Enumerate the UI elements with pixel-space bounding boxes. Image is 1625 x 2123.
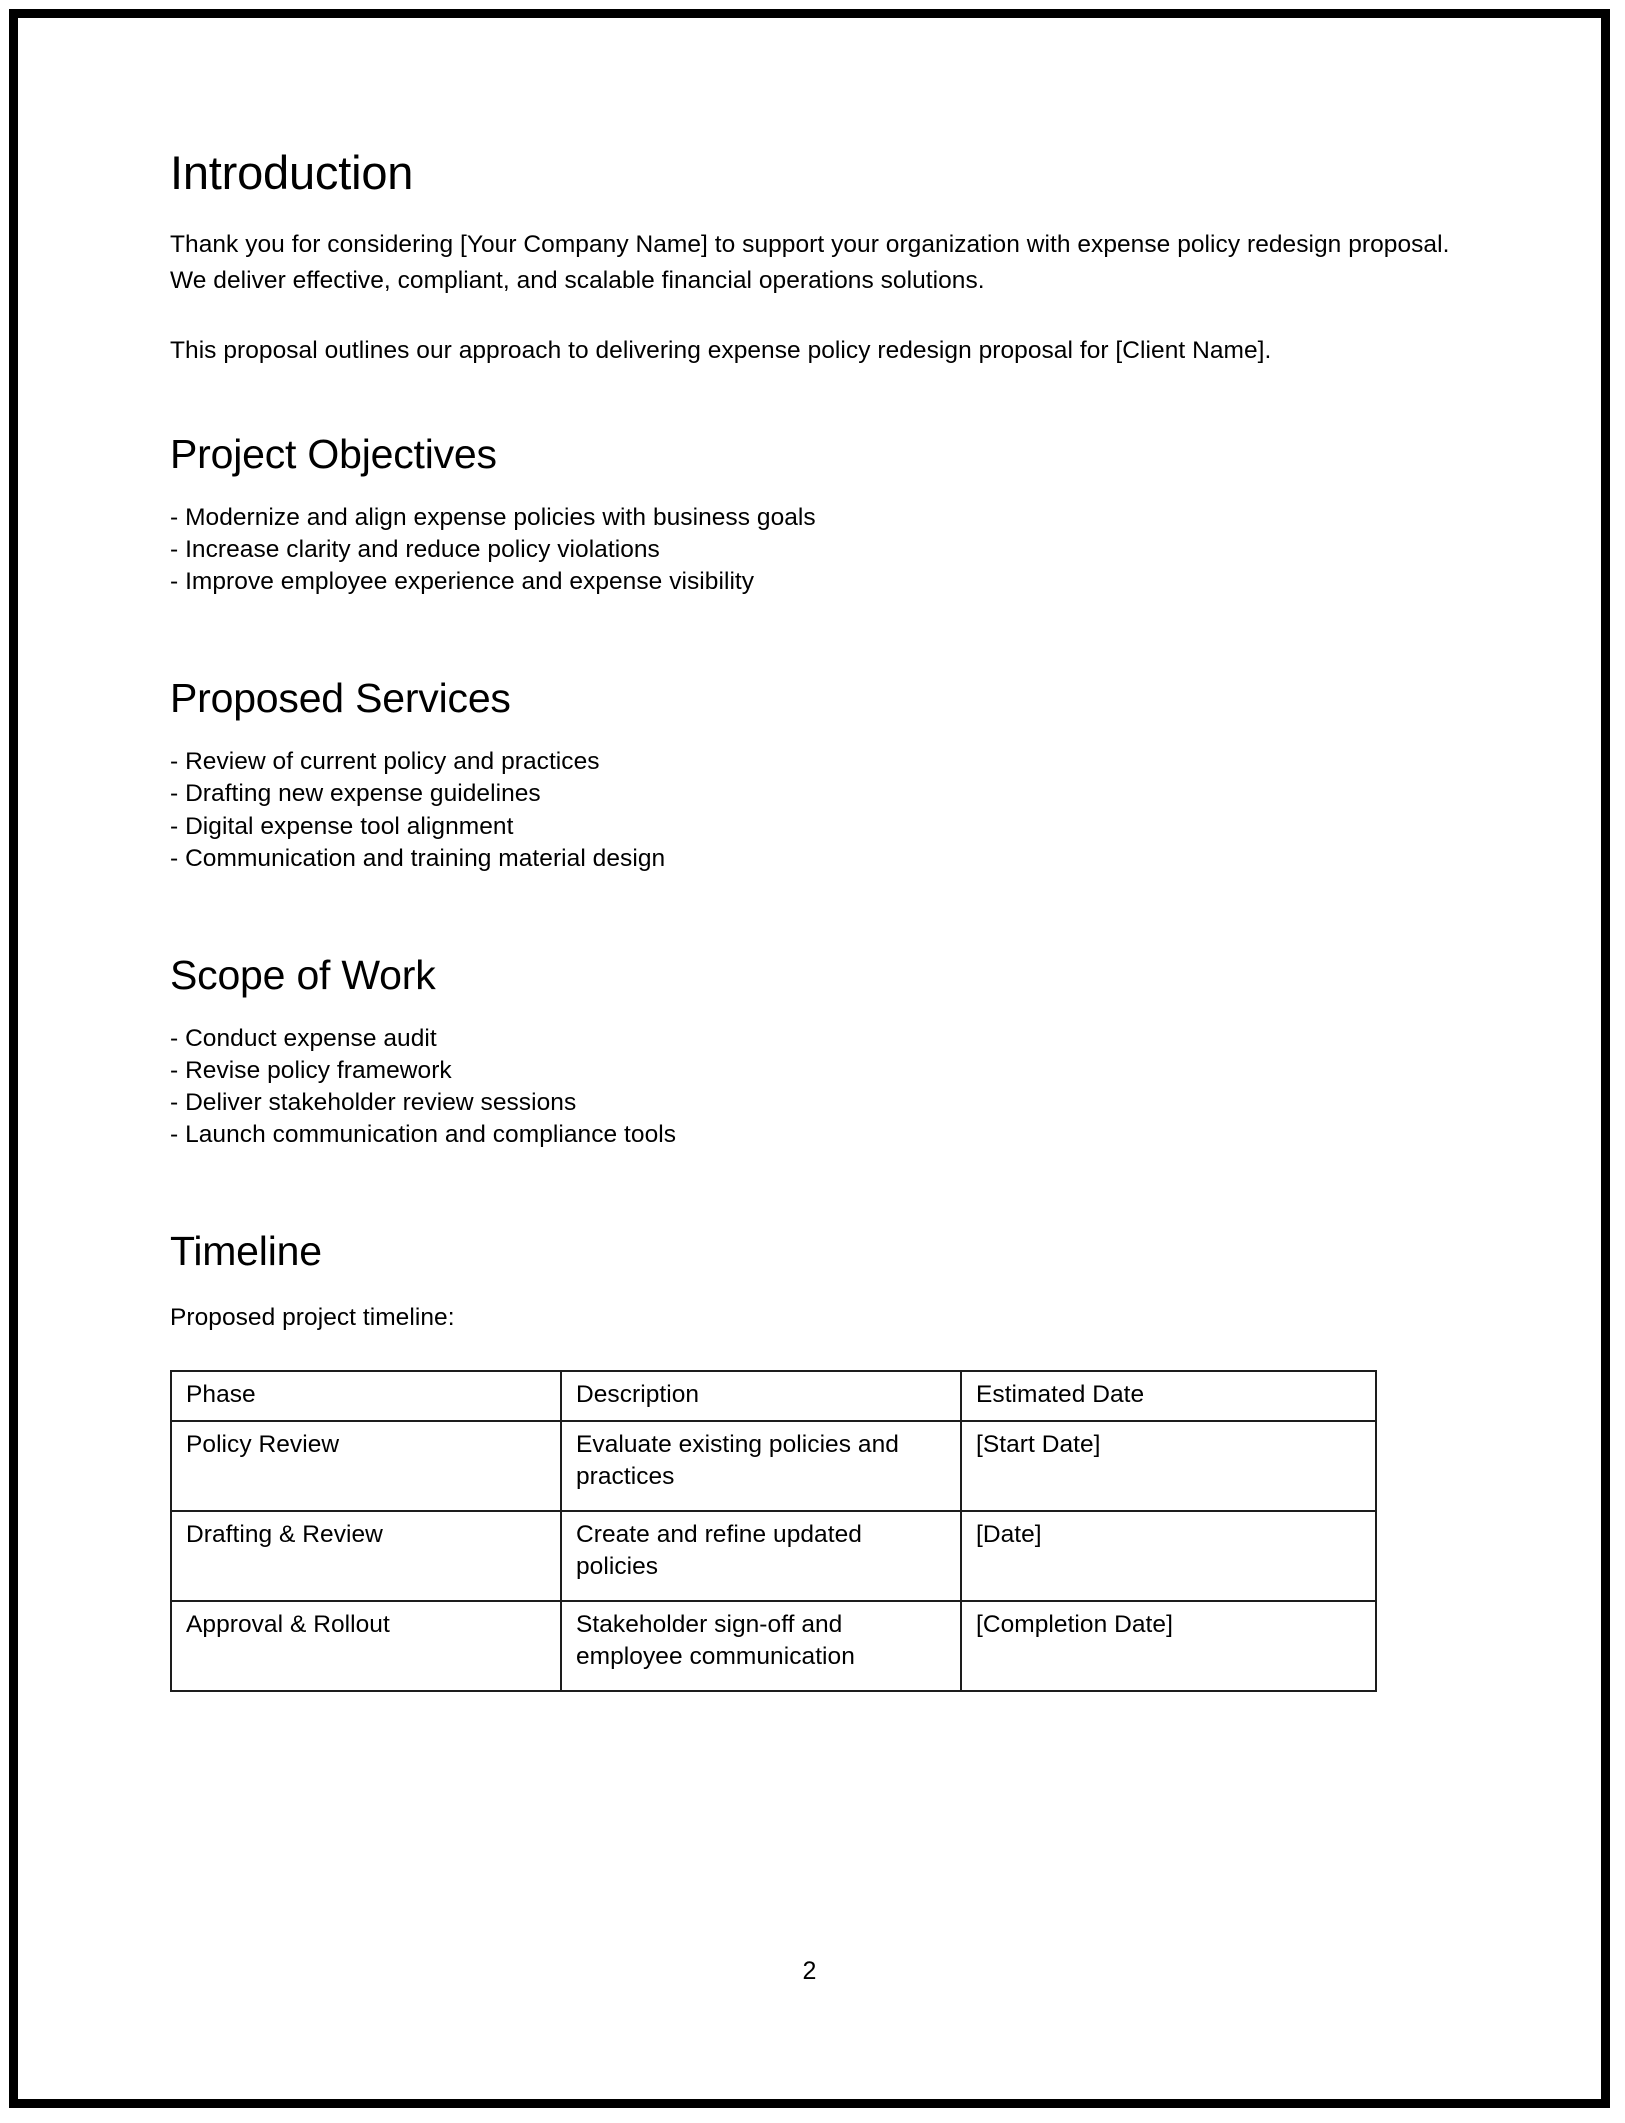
project-objectives-list — [170, 502, 1460, 598]
document-body — [170, 148, 1460, 1692]
page-frame — [9, 9, 1610, 2108]
scope-of-work-list — [170, 1023, 1460, 1151]
list-item: - Revise policy framework — [170, 1057, 452, 1085]
list-item: - Digital expense tool alignment — [170, 812, 514, 840]
cell-phase: Approval & Rollout — [171, 1601, 561, 1691]
column-header-estimated-date: Estimated Date — [961, 1371, 1376, 1421]
column-header-description: Description — [561, 1371, 961, 1421]
cell-estimated-date: [Start Date] — [961, 1421, 1376, 1511]
spacer — [170, 299, 1460, 333]
page-sheet — [18, 18, 1601, 2099]
heading-project-objectives: Project Objectives — [170, 430, 497, 477]
page-number: 2 — [802, 1957, 817, 1985]
list-item: - Drafting new expense guidelines — [170, 780, 541, 808]
introduction-paragraph-1: Thank you for considering [Your Company Name] to support your organization with expense policy redesign proposal. We deliver effective, compliant, and scalable financial operations solutions. — [170, 230, 1450, 294]
timeline-intro-text: Proposed project timeline: — [170, 1303, 455, 1331]
cell-estimated-date: [Completion Date] — [961, 1601, 1376, 1691]
heading-proposed-services: Proposed Services — [170, 675, 511, 722]
list-item: - Communication and training material design — [170, 844, 666, 872]
cell-estimated-date: [Date] — [961, 1511, 1376, 1601]
spacer — [170, 370, 1460, 432]
cell-phase: Drafting & Review — [171, 1511, 561, 1601]
list-item: - Improve employee experience and expense visibility — [170, 567, 755, 595]
table-row — [171, 1511, 1376, 1601]
list-item: - Deliver stakeholder review sessions — [170, 1089, 577, 1117]
table-row — [171, 1421, 1376, 1511]
table-header-row — [171, 1371, 1376, 1421]
list-item: - Increase clarity and reduce policy violations — [170, 535, 660, 563]
heading-timeline: Timeline — [170, 1228, 322, 1275]
list-item: - Review of current policy and practices — [170, 748, 600, 776]
timeline-table — [170, 1370, 1377, 1692]
table-row — [171, 1601, 1376, 1691]
list-item: - Conduct expense audit — [170, 1024, 437, 1052]
spacer — [170, 598, 1460, 676]
list-item: - Modernize and align expense policies with business goals — [170, 503, 816, 531]
proposed-services-list — [170, 746, 1460, 874]
cell-description: Create and refine updated policies — [561, 1511, 961, 1601]
introduction-paragraph-2: This proposal outlines our approach to delivering expense policy redesign proposal for [Client Name]. — [170, 337, 1272, 365]
list-item: - Launch communication and compliance tools — [170, 1121, 677, 1149]
cell-phase: Policy Review — [171, 1421, 561, 1511]
cell-description: Evaluate existing policies and practices — [561, 1421, 961, 1511]
spacer — [170, 875, 1460, 953]
heading-scope-of-work: Scope of Work — [170, 951, 436, 998]
cell-description: Stakeholder sign-off and employee communication — [561, 1601, 961, 1691]
column-header-phase: Phase — [171, 1371, 561, 1421]
heading-introduction: Introduction — [170, 146, 414, 199]
spacer — [170, 1151, 1460, 1229]
